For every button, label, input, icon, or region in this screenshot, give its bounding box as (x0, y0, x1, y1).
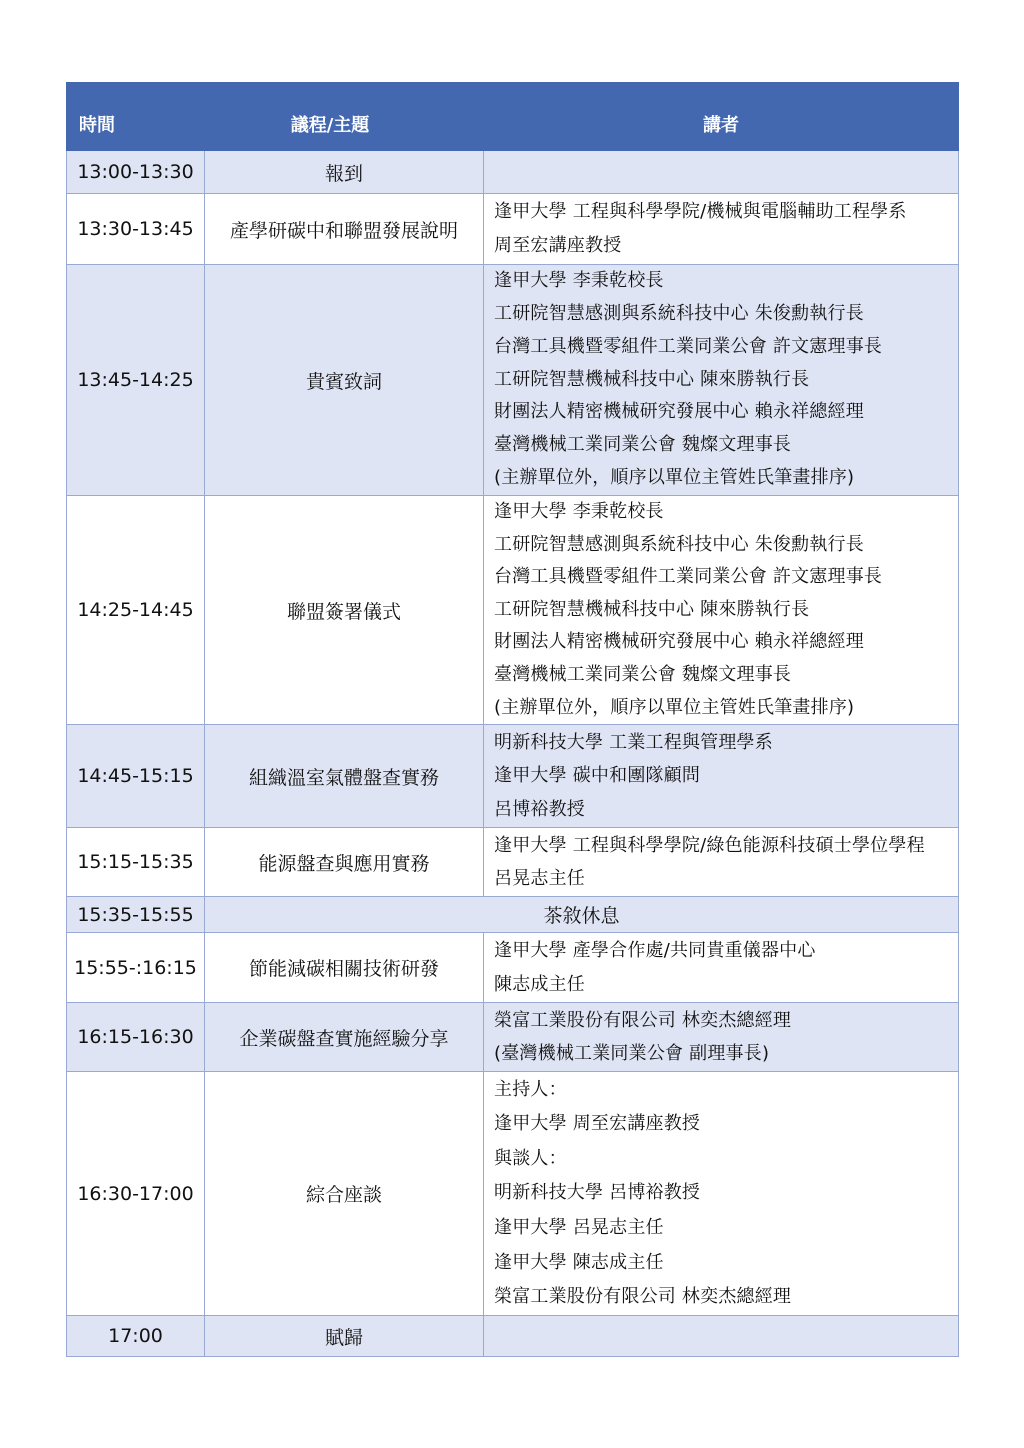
agenda-topic-cell: 節能減碳相關技術研發 (205, 933, 484, 1003)
speaker-line: 逢甲大學 呂晃志主任 (494, 1216, 664, 1238)
agenda-row (67, 1316, 959, 1357)
speaker-line: 臺灣機械工業同業公會 魏燦文理事長 (494, 434, 792, 456)
agenda-row (67, 1003, 959, 1072)
speaker-line: 呂博裕教授 (494, 798, 585, 820)
agenda-time-cell: 17:00 (67, 1316, 205, 1357)
speaker-line: 財團法人精密機械研究發展中心 賴永祥總經理 (494, 631, 864, 653)
agenda-time-cell: 13:30-13:45 (67, 194, 205, 265)
speaker-line: 逢甲大學 碳中和團隊顧問 (494, 765, 701, 787)
speaker-line: 逢甲大學 產學合作處/共同貴重儀器中心 (494, 939, 816, 961)
speaker-line: (主辦單位外，順序以單位主管姓氏筆畫排序) (494, 696, 855, 718)
speaker-line: 與談人： (494, 1147, 567, 1169)
agenda-speaker-cell (484, 1316, 959, 1357)
agenda-speaker-cell (484, 194, 959, 265)
agenda-time-cell: 15:35-15:55 (67, 897, 205, 933)
agenda-time-cell: 13:00-13:30 (67, 151, 205, 194)
agenda-topic-cell: 產學研碳中和聯盟發展說明 (205, 194, 484, 265)
speaker-line: 臺灣機械工業同業公會 魏燦文理事長 (494, 663, 792, 685)
speaker-line: 陳志成主任 (494, 973, 585, 995)
header-time: 時間 (67, 83, 205, 151)
agenda-speaker-cell (484, 151, 959, 194)
speaker-line: 工研院智慧機械科技中心 陳來勝執行長 (494, 598, 810, 620)
header-speaker: 講者 (484, 83, 959, 151)
speaker-line: 主持人： (494, 1078, 567, 1100)
agenda-topic-cell: 聯盟簽署儀式 (205, 496, 484, 725)
speaker-line: 逢甲大學 李秉乾校長 (494, 270, 664, 292)
speaker-line: 逢甲大學 工程與科學學院/機械與電腦輔助工程學系 (494, 201, 907, 222)
agenda-speaker-cell (484, 1003, 959, 1072)
agenda-row (67, 496, 959, 725)
speaker-line: (臺灣機械工業同業公會 副理事長) (494, 1043, 770, 1065)
agenda-row (67, 194, 959, 265)
speaker-line: 榮富工業股份有限公司 林奕杰總經理 (494, 1010, 792, 1032)
agenda-topic-cell: 賦歸 (205, 1316, 484, 1357)
agenda-row (67, 725, 959, 828)
agenda-time-cell: 14:45-15:15 (67, 725, 205, 828)
agenda-time-cell: 13:45-14:25 (67, 265, 205, 496)
speaker-line: 明新科技大學 呂博裕教授 (494, 1182, 701, 1204)
agenda-topic-cell: 茶敘休息 (205, 897, 959, 933)
agenda-row (67, 151, 959, 194)
agenda-speaker-cell (484, 933, 959, 1003)
agenda-topic-cell: 組織溫室氣體盤查實務 (205, 725, 484, 828)
speaker-line: 周至宏講座教授 (494, 235, 622, 256)
agenda-speaker-cell (484, 725, 959, 828)
header-row (67, 83, 959, 151)
speaker-line: 逢甲大學 李秉乾校長 (494, 501, 664, 522)
agenda-row (67, 1072, 959, 1316)
header-topic: 議程/主題 (205, 83, 484, 151)
agenda-time-cell: 14:25-14:45 (67, 496, 205, 725)
agenda-topic-cell: 企業碳盤查實施經驗分享 (205, 1003, 484, 1072)
speaker-line: 工研院智慧機械科技中心 陳來勝執行長 (494, 368, 810, 390)
speaker-line: 工研院智慧感測與系統科技中心 朱俊勳執行長 (494, 303, 864, 324)
speaker-line: (主辦單位外，順序以單位主管姓氏筆畫排序) (494, 466, 855, 488)
speaker-line: 明新科技大學 工業工程與管理學系 (494, 731, 773, 753)
agenda-time-cell: 16:30-17:00 (67, 1072, 205, 1316)
agenda-topic-cell: 能源盤查與應用實務 (205, 828, 484, 897)
agenda-topic-cell: 綜合座談 (205, 1072, 484, 1316)
speaker-line: 逢甲大學 工程與科學學院/綠色能源科技碩士學位學程 (494, 835, 925, 857)
agenda-speaker-cell (484, 496, 959, 725)
agenda-speaker-cell (484, 828, 959, 897)
agenda-header (67, 83, 959, 151)
speaker-line: 逢甲大學 陳志成主任 (494, 1251, 664, 1273)
agenda-row (67, 897, 959, 933)
speaker-line: 逢甲大學 周至宏講座教授 (494, 1113, 701, 1135)
agenda-topic-cell: 貴賓致詞 (205, 265, 484, 496)
agenda-row (67, 933, 959, 1003)
agenda-time-cell: 16:15-16:30 (67, 1003, 205, 1072)
agenda-topic-cell: 報到 (205, 151, 484, 194)
agenda-body (67, 151, 959, 1357)
agenda-speaker-cell (484, 265, 959, 496)
speaker-line: 台灣工具機暨零組件工業同業公會 許文憲理事長 (494, 566, 883, 588)
speaker-line: 工研院智慧感測與系統科技中心 朱俊勳執行長 (494, 533, 864, 555)
speaker-line: 榮富工業股份有限公司 林奕杰總經理 (494, 1286, 792, 1308)
agenda-speaker-cell (484, 1072, 959, 1316)
agenda-table (66, 82, 959, 1357)
speaker-line: 台灣工具機暨零組件工業同業公會 許文憲理事長 (494, 335, 883, 357)
agenda-time-cell: 15:15-15:35 (67, 828, 205, 897)
agenda-row (67, 828, 959, 897)
speaker-line: 呂晃志主任 (494, 868, 585, 890)
speaker-line: 財團法人精密機械研究發展中心 賴永祥總經理 (494, 401, 864, 423)
agenda-time-cell: 15:55-:16:15 (67, 933, 205, 1003)
agenda-row (67, 265, 959, 496)
